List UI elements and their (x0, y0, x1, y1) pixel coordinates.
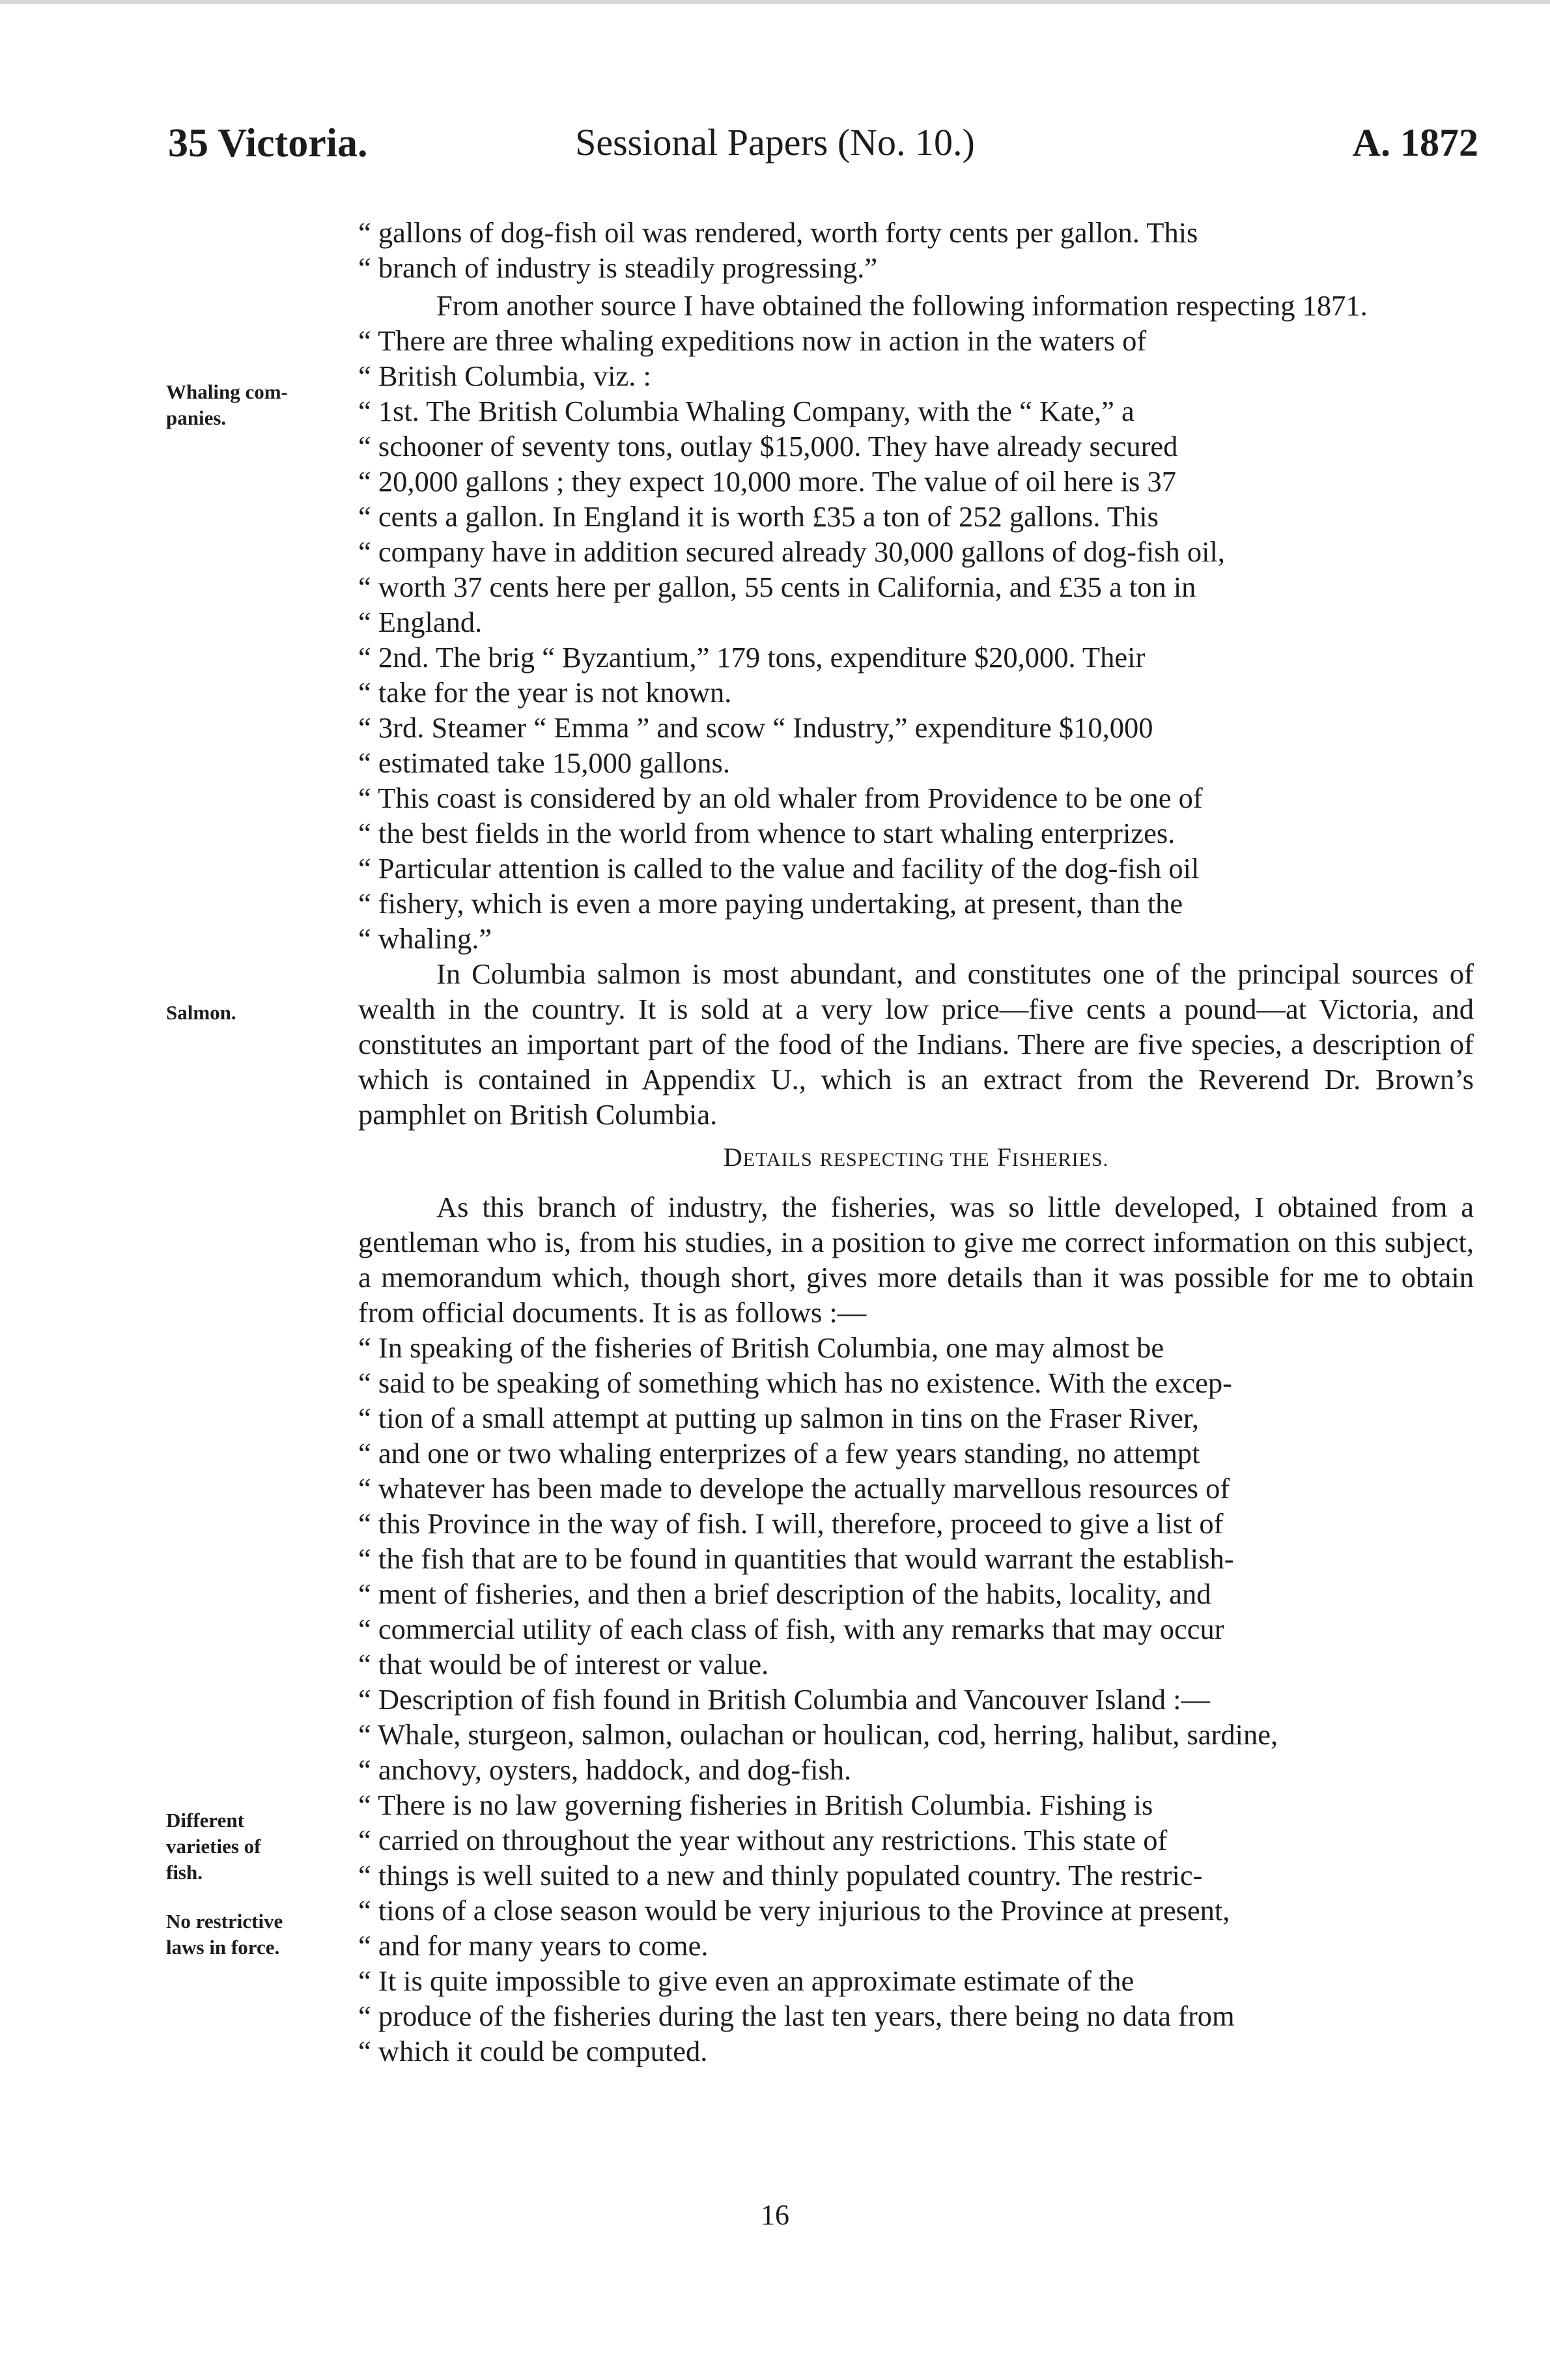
margin-note-varieties: Different varieties of fish. (166, 1809, 261, 1884)
section-heading (358, 1140, 1474, 1178)
paragraph: “ It is quite impossible to give even an approximate estimate of the “ produce of the fisheries during the last ten years, there being no data from “ which it could be computed. (358, 1964, 1235, 2067)
margin-note-salmon: Salmon. (166, 1001, 236, 1024)
page-top-edge (0, 0, 1550, 4)
paragraph: “ 3rd. Steamer “ Emma ” and scow “ Industry,” expenditure $10,000 “ estimated take 15,000 gallons. (358, 711, 1153, 779)
heading-rest-1: ETAILS (742, 1149, 813, 1170)
header-volume: 35 Victoria. (168, 121, 368, 165)
running-header (0, 120, 1550, 173)
paragraph: In Columbia salmon is most abundant, and constitutes one of the principal sources of wealth in the country. It is sold at a very low price—five cents a pound—at Victoria, and constitutes an important part of the food of the Indians. There are five species, a description of which is contained in Appendix U., which is an extract from the Reverend Dr. Brown’s pamphlet on British Columbia. (358, 957, 1474, 1131)
body-text (358, 215, 1474, 2069)
heading-cap-1: D (723, 1142, 743, 1172)
paragraph: “ 1st. The British Columbia Whaling Company, with the “ Kate,” a “ schooner of seventy tons, outlay $15,000. They have already secured “ 20,000 gallons ; they expect 10,000 more. The value of oil here is 37 “ cents a gallon. In England it is worth £35 a ton of 252 gallons. This “ company have in addition secured already 30,000 gallons of dog-fish oil, “ worth 37 cents here per gallon, 55 cents in California, and £35 a ton in “ England. (358, 395, 1225, 638)
heading-rest-2: ISHERIES. (1011, 1149, 1109, 1170)
paragraph: From another source I have obtained the following information respecting 1871. (436, 289, 1368, 322)
paragraph: “ Description of fish found in British Columbia and Vancouver Island :— “ Whale, sturgeon, salmon, oulachan or houlican, cod, herring, halibut, sardine, “ anchovy, oysters, haddock, and dog-fish. (358, 1683, 1278, 1786)
header-title: Sessional Papers (No. 10.) (575, 121, 975, 163)
heading-middle: RESPECTING THE (819, 1149, 990, 1170)
paragraph: As this branch of industry, the fisheries, was so little developed, I obtained from a gentleman who is, from his studies, in a position to give me correct information on this subject, a memorandum which, though short, gives more details than it was possible for me to obtain from official documents. It is as follows :— (358, 1191, 1474, 1329)
paragraph: “ gallons of dog-fish oil was rendered, worth forty cents per gallon. This “ branch of industry is steadily progressing.” (358, 216, 1198, 284)
margin-note-whaling: Whaling com- panies. (166, 380, 288, 429)
paragraph: “ In speaking of the fisheries of British Columbia, one may almost be “ said to be speaking of something which has no existence. With the excep- “ tion of a small attempt at putting up salmon in tins on the Fraser River, “ and one or two whaling enterprizes of a few years standing, no attempt “ whatever has been made to develope the actually marvellous resources of “ this Province in the way of fish. I will, therefore, proceed to give a list of “ the fish that are to be found in quantities that would warrant the establish- “ ment of fisheries, and then a brief description of the habits, locality, and “ commercial utility of each class of fish, with any remarks that may occur “ that would be of interest or value. (358, 1331, 1234, 1680)
paragraph: “ There are three whaling expeditions now in action in the waters of “ British Columbia, viz. : (358, 324, 1147, 392)
margin-note-restrictive: No restrictive laws in force. (166, 1910, 283, 1959)
page-number: 16 (761, 2199, 789, 2231)
heading-cap-2: F (996, 1142, 1012, 1172)
paragraph: “ There is no law governing fisheries in British Columbia. Fishing is “ carried on throughout the year without any restrictions. This state of “ things is well suited to a new and thinly populated country. The restric- “ tions of a close season would be very injurious to the Province at present, “ and for many years to come. (358, 1789, 1230, 1962)
paragraph: “ 2nd. The brig “ Byzantium,” 179 tons, expenditure $20,000. Their “ take for the year is not known. (358, 641, 1146, 709)
paragraph: “ This coast is considered by an old whaler from Providence to be one of “ the best fields in the world from whence to start whaling enterprizes. “ Particular attention is called to the value and facility of the dog-fish oil “ fishery, which is even a more paying undertaking, at present, than the “ whaling.” (358, 782, 1203, 955)
header-year: A. 1872 (1352, 121, 1478, 164)
